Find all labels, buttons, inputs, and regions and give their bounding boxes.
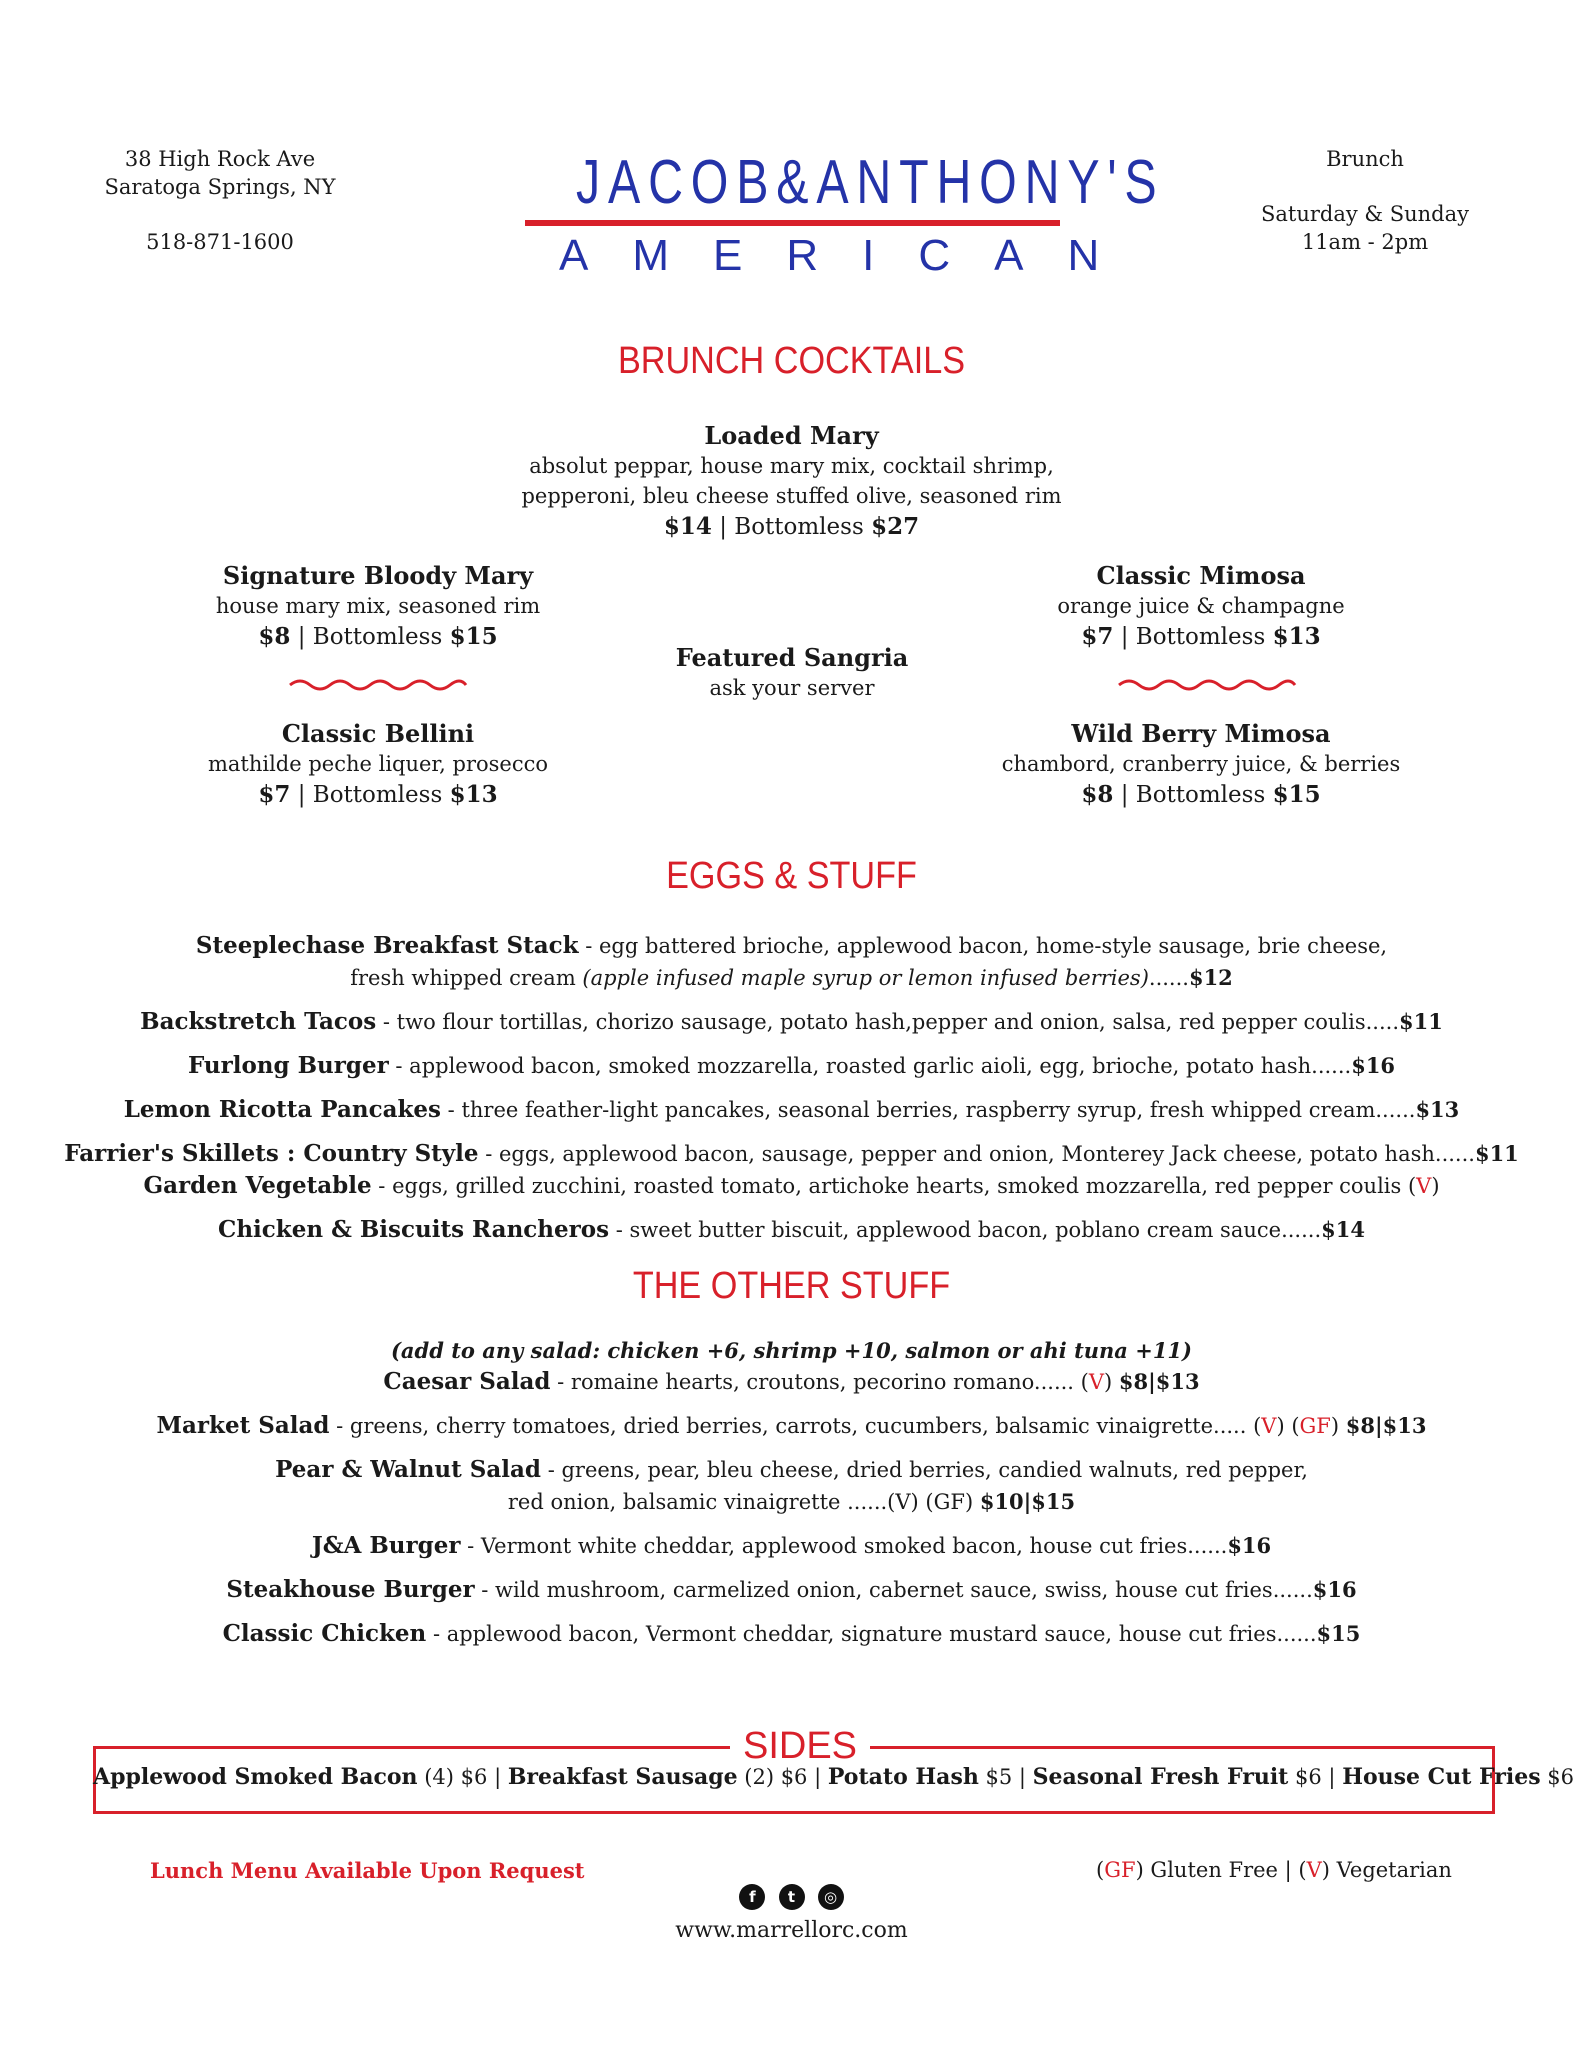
menu-item-sangria bbox=[562, 642, 1022, 703]
logo-top-text: JACOB&ANTHONY'S bbox=[576, 148, 1165, 217]
logo-bottom-text: AMERICAN bbox=[559, 231, 1144, 280]
item-desc: absolut peppar, house mary mix, cocktail shrimp, bbox=[529, 454, 1054, 478]
restaurant-logo bbox=[515, 148, 1165, 280]
item-desc: orange juice & champagne bbox=[1057, 594, 1345, 618]
menu-item-classic-mimosa bbox=[971, 560, 1431, 653]
wave-divider-left bbox=[288, 676, 468, 694]
menu-item-bellini bbox=[148, 718, 608, 811]
item-name: Featured Sangria bbox=[675, 643, 909, 672]
menu-item-caesar-salad: Caesar Salad - romaine hearts, croutons, pecorino romano...... (V) $8|$13 bbox=[383, 1368, 1200, 1395]
section-title-other: THE OTHER STUFF bbox=[632, 1265, 951, 1307]
section-title-cocktails: BRUNCH COCKTAILS bbox=[617, 340, 966, 382]
menu-item-furlong-burger: Furlong Burger - applewood bacon, smoked mozzarella, roasted garlic aioli, egg, brioche, potato hash......$16 bbox=[187, 1052, 1396, 1079]
item-desc: pepperoni, bleu cheese stuffed olive, seasoned rim bbox=[521, 484, 1062, 508]
website-link[interactable]: www.marrellorc.com bbox=[675, 1918, 908, 1943]
side-name: Breakfast Sausage bbox=[507, 1764, 738, 1790]
menu-item-steeplechase: Steeplechase Breakfast Stack - egg battered brioche, applewood bacon, home-style sausage, brie cheese, bbox=[195, 932, 1388, 959]
item-price: $8 | Bottomless $15 bbox=[1081, 781, 1321, 808]
side-name: Potato Hash bbox=[827, 1764, 979, 1790]
item-name: Loaded Mary bbox=[704, 421, 879, 450]
section-title-eggs: EGGS & STUFF bbox=[666, 855, 917, 897]
menu-item-lemon-pancakes: Lemon Ricotta Pancakes - three feather-light pancakes, seasonal berries, raspberry syrup, fresh whipped cream......$13 bbox=[123, 1096, 1460, 1123]
wave-divider-right bbox=[1117, 676, 1297, 694]
salad-addon-note: (add to any salad: chicken +6, shrimp +10, salmon or ahi tuna +11) bbox=[391, 1338, 1192, 1363]
service-days: Saturday & Sunday bbox=[1260, 202, 1470, 226]
item-desc: ask your server bbox=[709, 676, 875, 700]
item-desc: chambord, cranberry juice, & berries bbox=[1001, 752, 1401, 776]
item-price: $8 | Bottomless $15 bbox=[258, 623, 498, 650]
item-name: Classic Mimosa bbox=[1096, 561, 1306, 590]
menu-item-loaded-mary bbox=[0, 420, 1583, 543]
other-menu bbox=[0, 1335, 1583, 1650]
item-name: Wild Berry Mimosa bbox=[1071, 719, 1331, 748]
menu-item-wild-berry-mimosa bbox=[971, 718, 1431, 811]
side-name: Applewood Smoked Bacon bbox=[93, 1764, 418, 1790]
instagram-icon[interactable]: ◎ bbox=[818, 1884, 844, 1910]
logo-divider bbox=[525, 220, 1060, 226]
service-hours bbox=[1200, 145, 1530, 256]
lunch-menu-note: Lunch Menu Available Upon Request bbox=[150, 1858, 585, 1883]
meal-label: Brunch bbox=[1326, 147, 1404, 171]
dietary-legend: (GF) Gluten Free | (V) Vegetarian bbox=[1096, 1858, 1452, 1882]
address-line-1: 38 High Rock Ave bbox=[124, 147, 316, 171]
service-time: 11am - 2pm bbox=[1301, 230, 1429, 254]
section-title-sides: SIDES bbox=[730, 1725, 870, 1767]
item-name: Classic Bellini bbox=[281, 719, 475, 748]
menu-item-classic-chicken: Classic Chicken - applewood bacon, Vermont cheddar, signature mustard sauce, house cut fries......$15 bbox=[222, 1620, 1361, 1647]
facebook-icon[interactable]: f bbox=[739, 1884, 765, 1910]
item-price: $7 | Bottomless $13 bbox=[258, 781, 498, 808]
menu-item-pear-walnut-salad-cont: red onion, balsamic vinaigrette ......(V) (GF) $10|$15 bbox=[507, 1489, 1076, 1514]
menu-item-steakhouse-burger: Steakhouse Burger - wild mushroom, carmelized onion, cabernet sauce, swiss, house cut fries......$16 bbox=[226, 1576, 1357, 1603]
item-desc: mathilde peche liquer, prosecco bbox=[207, 752, 549, 776]
menu-item-backstretch-tacos: Backstretch Tacos - two flour tortillas, chorizo sausage, potato hash,pepper and onion, salsa, red pepper coulis.....$11 bbox=[140, 1008, 1443, 1035]
social-icons bbox=[0, 1884, 1583, 1910]
menu-item-farriers-skillet: Farrier's Skillets : Country Style - eggs, applewood bacon, sausage, pepper and onion, Monterey Jack cheese, potato hash......$11 bbox=[64, 1140, 1519, 1167]
item-price: $14 | Bottomless $27 bbox=[663, 513, 920, 540]
side-name: Seasonal Fresh Fruit bbox=[1032, 1764, 1289, 1790]
item-desc: house mary mix, seasoned rim bbox=[215, 594, 541, 618]
twitter-icon[interactable]: t bbox=[779, 1884, 805, 1910]
menu-item-garden-vegetable: Garden Vegetable - eggs, grilled zucchini, roasted tomato, artichoke hearts, smoked mozzarella, red pepper coulis (V) bbox=[143, 1172, 1440, 1199]
menu-item-market-salad: Market Salad - greens, cherry tomatoes, dried berries, carrots, cucumbers, balsamic vinaigrette..... (V) (GF) $8|$13 bbox=[156, 1412, 1427, 1439]
menu-item-pear-walnut-salad: Pear & Walnut Salad - greens, pear, bleu cheese, dried berries, candied walnuts, red pepper, bbox=[275, 1456, 1308, 1483]
menu-item-ja-burger: J&A Burger - Vermont white cheddar, applewood smoked bacon, house cut fries......$16 bbox=[311, 1532, 1272, 1559]
menu-item-steeplechase-cont: fresh whipped cream (apple infused maple syrup or lemon infused berries)......$12 bbox=[350, 965, 1233, 990]
restaurant-address bbox=[60, 145, 380, 256]
side-name: House Cut Fries bbox=[1342, 1764, 1541, 1790]
menu-item-chicken-biscuits: Chicken & Biscuits Rancheros - sweet butter biscuit, applewood bacon, poblano cream sauce......$14 bbox=[218, 1216, 1365, 1243]
menu-item-bloody-mary bbox=[148, 560, 608, 653]
eggs-menu bbox=[0, 930, 1583, 1246]
phone-number: 518-871-1600 bbox=[146, 230, 294, 254]
sides-list: Applewood Smoked Bacon (4) $6 | Breakfast Sausage (2) $6 | Potato Hash $5 | Seasonal Fresh Fruit $6 | House Cut Fries $6 bbox=[93, 1764, 1574, 1790]
address-line-2: Saratoga Springs, NY bbox=[104, 175, 336, 199]
item-price: $7 | Bottomless $13 bbox=[1081, 623, 1321, 650]
item-name: Signature Bloody Mary bbox=[222, 561, 534, 590]
